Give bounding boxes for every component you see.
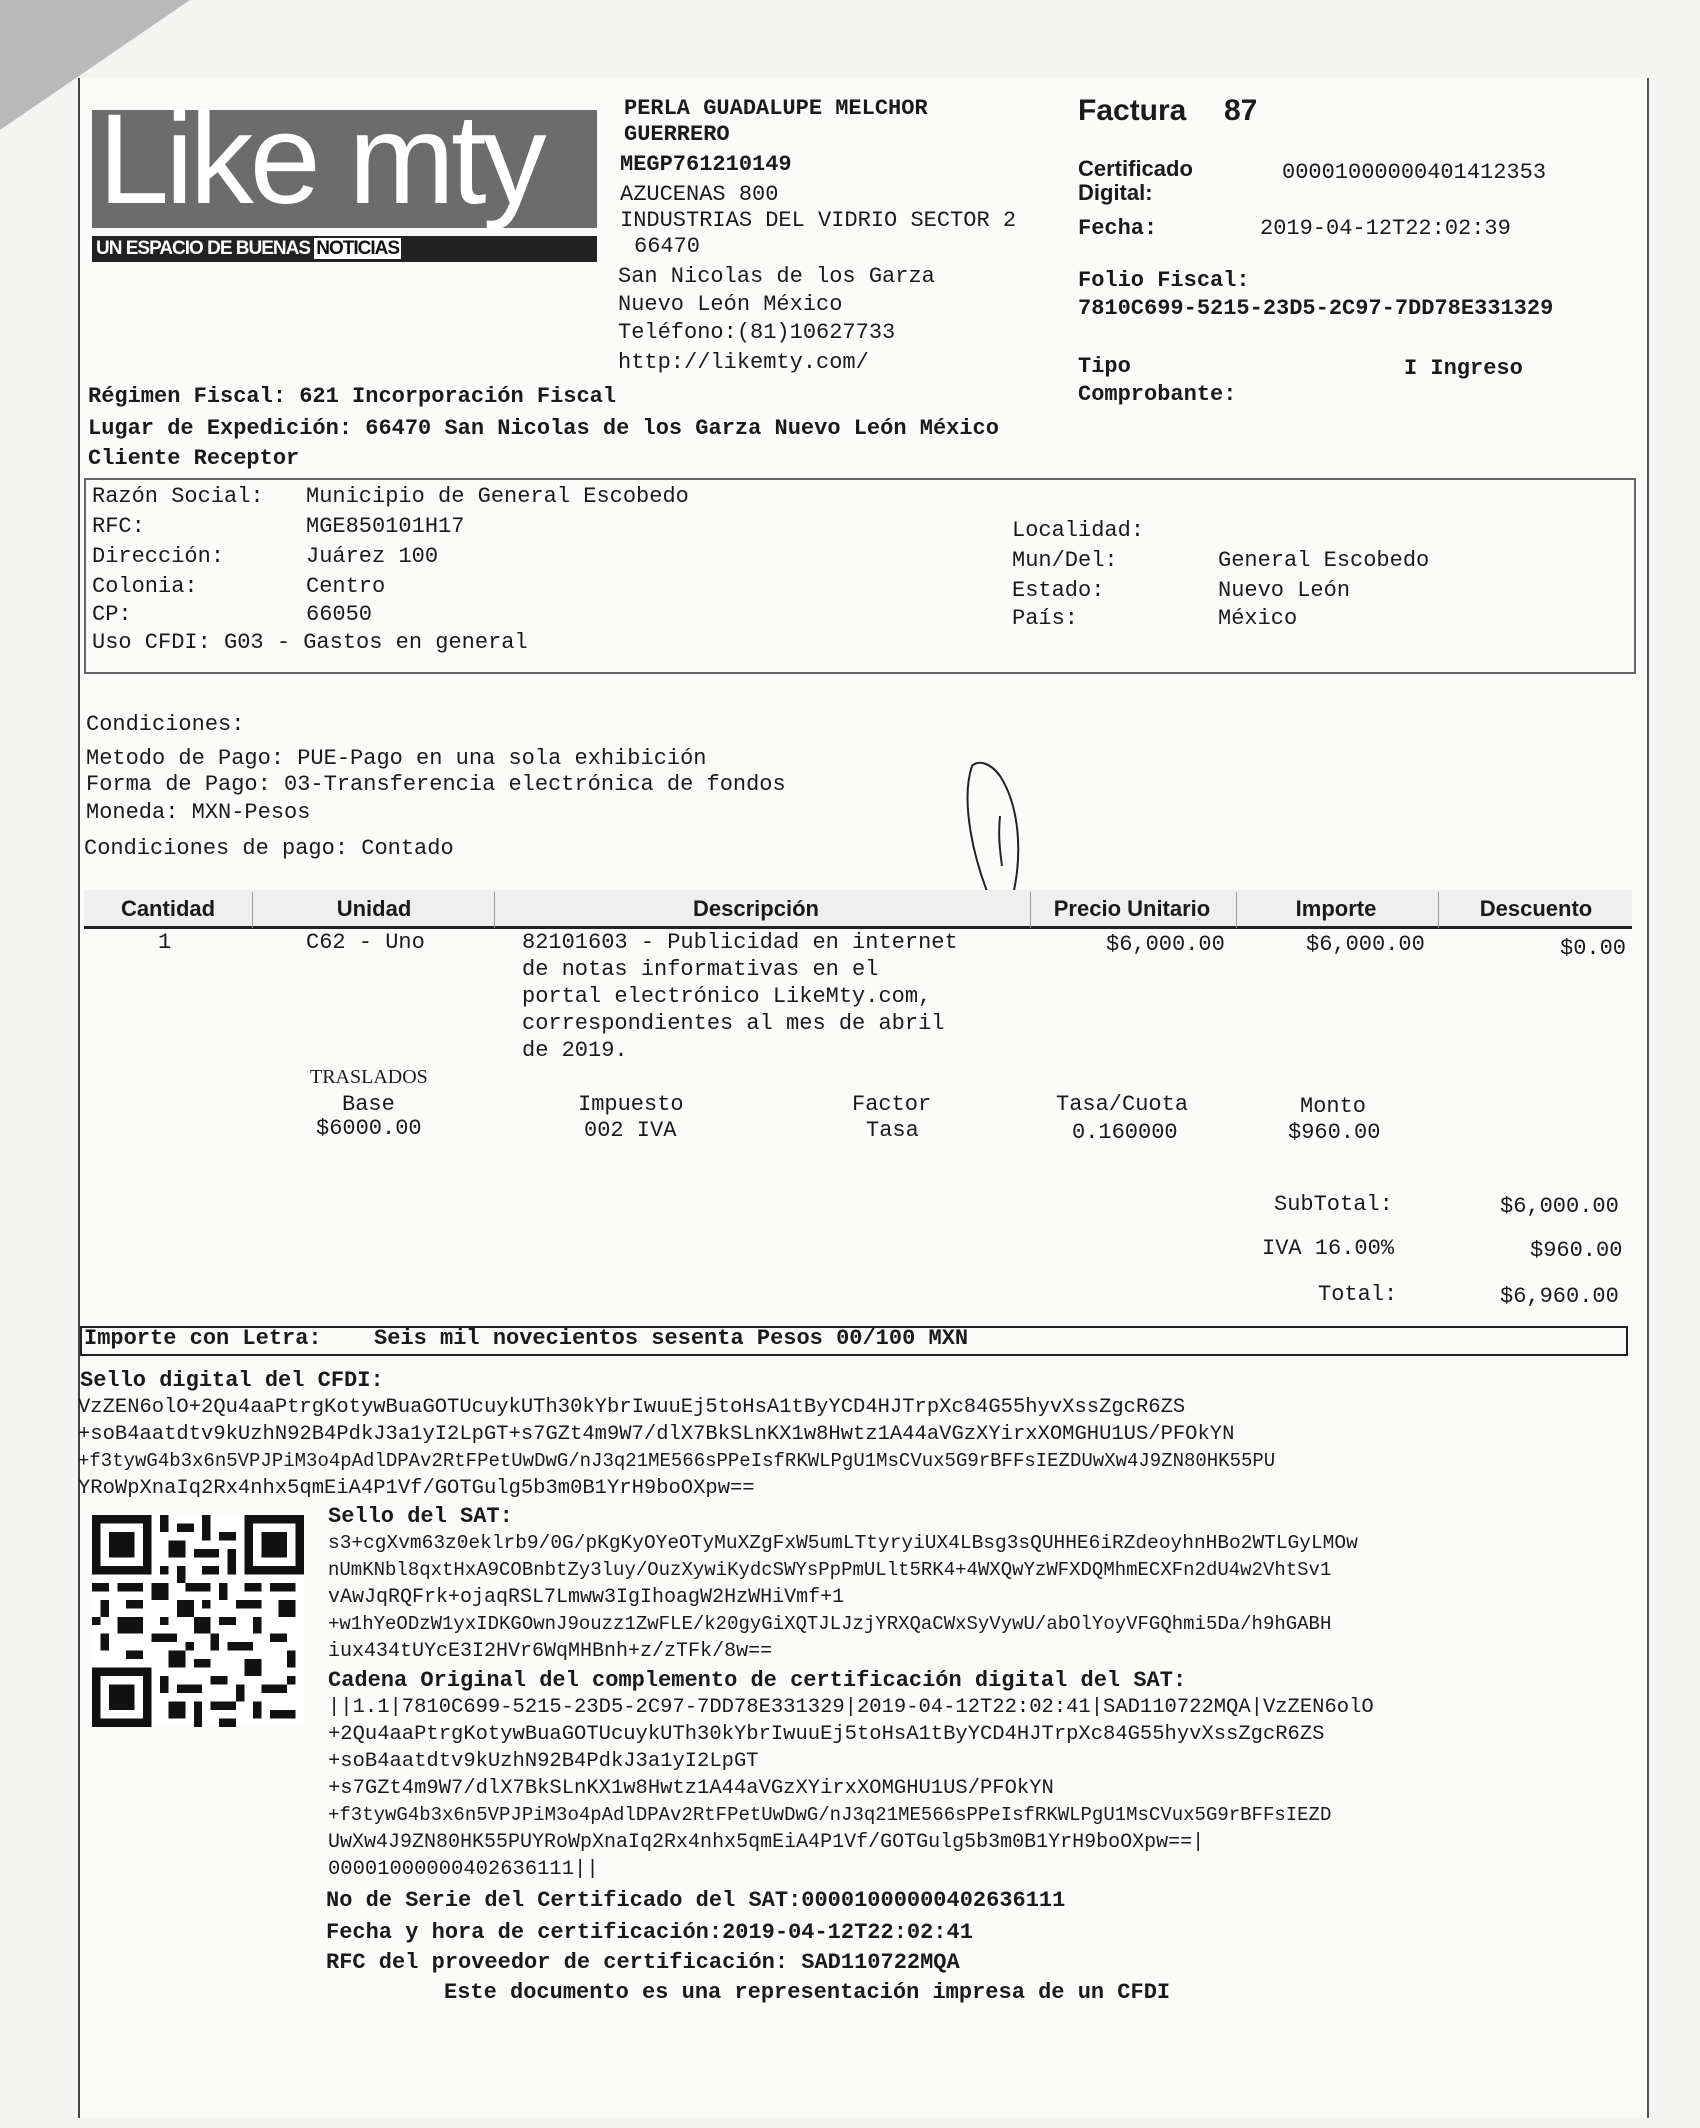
traslados-h-impuesto: Impuesto — [578, 1092, 684, 1117]
conditions-heading: Condiciones: — [86, 712, 245, 737]
th-sep — [494, 892, 495, 928]
importe-letra-label: Importe con Letra: — [84, 1326, 322, 1351]
client-right-label-1: Mun/Del: — [1012, 548, 1118, 573]
item-desc-2: portal electrónico LikeMty.com, — [522, 984, 932, 1009]
tipo-value: I Ingreso — [1404, 356, 1523, 381]
logo-box — [92, 88, 597, 231]
traslados-v-tasa: 0.160000 — [1072, 1120, 1178, 1145]
cert-label-2: Digital: — [1078, 180, 1153, 205]
issuer-zip: 66470 — [634, 234, 701, 259]
cadena-line: +f3tywG4b3x6n5VPJPiM3o4pAdlDPAv2RtFPetUwDwG/nJ3q21ME566sPPeIsfRKWLPgU1MsCVux5G9rBFFsIEZD — [328, 1804, 1332, 1826]
th-precio: Precio Unitario — [1053, 896, 1211, 921]
lugar-expedicion: Lugar de Expedición: 66470 San Nicolas de los Garza Nuevo León México — [88, 416, 999, 441]
item-descuento: $0.00 — [1560, 936, 1627, 961]
client-value-4: 66050 — [306, 602, 373, 627]
issuer-website: http://likemty.com/ — [618, 350, 869, 375]
traslados-v-factor: Tasa — [866, 1118, 919, 1143]
sello-cfdi-line: +f3tywG4b3x6n5VPJPiM3o4pAdlDPAv2RtFPetUwDwG/nJ3q21ME566sPPeIsfRKWLPgU1MsCVux5G9rBFFsIEZDUwXw4J9ZN80HK55PU — [78, 1450, 1276, 1472]
sello-sat-line: s3+cgXvm63z0eklrb9/0G/pKgKyOYeOTyMuXZgFxW5umLTtyryiUX4LBsg3sQUHHE6iRZdeoyhnHBo2WTLGyLMOw — [328, 1532, 1358, 1554]
iva-value: $960.00 — [1530, 1238, 1623, 1263]
sello-sat-heading: Sello del SAT: — [328, 1504, 513, 1529]
item-cantidad: 1 — [158, 930, 172, 955]
traslados-h-tasa: Tasa/Cuota — [1056, 1092, 1189, 1117]
client-right-label-2: Estado: — [1012, 578, 1105, 603]
cert-value: 00001000000401412353 — [1282, 160, 1547, 185]
folio-label: Folio Fiscal: — [1078, 268, 1250, 293]
cadena-line: ||1.1|7810C699-5215-23D5-2C97-7DD78E331329|2019-04-12T22:02:41|SAD110722MQA|VzZEN6olO — [328, 1696, 1374, 1719]
client-value-0: Municipio de General Escobedo — [306, 484, 689, 509]
th-descuento: Descuento — [1479, 896, 1593, 921]
uso-cfdi: Uso CFDI: G03 - Gastos en general — [92, 630, 528, 655]
invoice-number: 87 — [1224, 94, 1258, 127]
forma-pago: Forma de Pago: 03-Transferencia electrónica de fondos — [86, 772, 786, 797]
item-desc-4: de 2019. — [522, 1038, 628, 1063]
fecha-value: 2019-04-12T22:02:39 — [1260, 216, 1511, 241]
item-precio: $6,000.00 — [1106, 932, 1225, 957]
qr-code-icon — [92, 1515, 304, 1727]
invoice-title: Factura — [1078, 94, 1187, 127]
condiciones-pago: Condiciones de pago: Contado — [84, 836, 454, 861]
sello-cfdi-heading: Sello digital del CFDI: — [80, 1368, 384, 1393]
item-desc-0: 82101603 - Publicidad en internet — [522, 930, 958, 955]
item-desc-3: correspondientes al mes de abril — [522, 1011, 945, 1036]
client-label-1: RFC: — [92, 514, 145, 539]
traslados-heading: TRASLADOS — [310, 1066, 428, 1088]
th-unidad: Unidad — [336, 896, 412, 921]
th-sep — [1438, 892, 1439, 928]
traslados-h-factor: Factor — [852, 1092, 932, 1117]
th-cantidad: Cantidad — [120, 896, 216, 921]
logo-tagline — [92, 236, 597, 262]
fecha-label: Fecha: — [1078, 216, 1158, 241]
issuer-phone: Teléfono:(81)10627733 — [618, 320, 896, 345]
item-unidad: C62 - Uno — [306, 930, 425, 955]
moneda: Moneda: MXN-Pesos — [86, 800, 311, 825]
cadena-line: +soB4aatdtv9kUzhN92B4PdkJ3a1yI2LpGT — [328, 1750, 759, 1773]
traslados-h-base: Base — [342, 1092, 395, 1117]
tipo-label-1: Tipo — [1078, 354, 1131, 379]
client-right-value-3: México — [1218, 606, 1298, 631]
sello-cfdi-line: VzZEN6olO+2Qu4aaPtrgKotywBuaGOTUcuykUTh30kYbrIwuuEj5toHsA1tByYCD4HJTrpXc84G55hyvXssZgcR6ZS — [78, 1396, 1186, 1419]
traslados-h-monto: Monto — [1300, 1094, 1367, 1119]
client-value-2: Juárez 100 — [306, 544, 439, 569]
logo-text: Like mty — [98, 88, 543, 231]
issuer-street: AZUCENAS 800 — [620, 182, 779, 207]
client-label-4: CP: — [92, 602, 132, 627]
client-right-label-0: Localidad: — [1012, 518, 1145, 543]
th-sep — [1236, 892, 1237, 928]
client-right-value-2: Nuevo León — [1218, 578, 1351, 603]
client-label-0: Razón Social: — [92, 484, 264, 509]
tipo-label-2: Comprobante: — [1078, 382, 1237, 407]
traslados-v-monto: $960.00 — [1288, 1120, 1381, 1145]
subtotal-value: $6,000.00 — [1500, 1194, 1619, 1219]
metodo-pago: Metodo de Pago: PUE-Pago en una sola exhibición — [86, 746, 707, 771]
cadena-line: +s7GZt4m9W7/dlX7BkSLnKX1w8Hwtz1A44aVGzXYirxXOMGHU1US/PFOkYN — [328, 1777, 1054, 1800]
issuer-colony: INDUSTRIAS DEL VIDRIO SECTOR 2 — [620, 208, 1017, 233]
th-sep — [252, 892, 253, 928]
issuer-rfc: MEGP761210149 — [620, 152, 792, 177]
regimen-fiscal: Régimen Fiscal: 621 Incorporación Fiscal — [88, 384, 617, 409]
item-importe: $6,000.00 — [1306, 932, 1425, 957]
likemty-logo — [92, 88, 597, 262]
th-descripcion: Descripción — [693, 896, 819, 921]
sello-sat-line: iux434tUYcE3I2HVr6WqMHBnh+z/zTFk/8w== — [328, 1640, 773, 1663]
leyenda-cfdi: Este documento es una representación impresa de un CFDI — [444, 1980, 1171, 2005]
total-value: $6,960.00 — [1500, 1284, 1619, 1309]
traslados-v-impuesto: 002 IVA — [584, 1118, 677, 1143]
item-desc-1: de notas informativas en el — [522, 957, 879, 982]
sello-sat-line: nUmKNbl8qxtHxA9COBnbtZy3luy/OuzXywiKydcSWYsPpPmULlt5RK4+4WXQwYzWFXDQMhmECXFn2dU4w2VhtSv1 — [328, 1559, 1332, 1581]
client-label-2: Dirección: — [92, 544, 225, 569]
cadena-heading: Cadena Original del complemento de certificación digital del SAT: — [328, 1668, 1187, 1693]
rfc-proveedor: RFC del proveedor de certificación: SAD110722MQA — [326, 1950, 960, 1975]
client-value-3: Centro — [306, 574, 386, 599]
sello-cfdi-line: YRoWpXnaIq2Rx4nhx5qmEiA4P1Vf/GOTGulg5b3m0B1YrH9boOXpw== — [78, 1477, 755, 1500]
issuer-name-2: GUERRERO — [624, 122, 730, 147]
total-label: Total: — [1318, 1282, 1398, 1307]
cadena-line: 00001000000402636111|| — [328, 1858, 599, 1881]
folio-value: 7810C699-5215-23D5-2C97-7DD78E331329 — [1078, 296, 1554, 321]
traslados-v-base: $6000.00 — [316, 1116, 422, 1141]
logo-tagline-b: NOTICIAS — [316, 238, 400, 259]
serie-certificado: No de Serie del Certificado del SAT:00001000000402636111 — [326, 1888, 1066, 1913]
client-value-1: MGE850101H17 — [306, 514, 465, 539]
cadena-line: +2Qu4aaPtrgKotywBuaGOTUcuykUTh30kYbrIwuuEj5toHsA1tByYCD4HJTrpXc84G55hyvXssZgcR6ZS — [328, 1723, 1325, 1746]
client-label-3: Colonia: — [92, 574, 198, 599]
subtotal-label: SubTotal: — [1274, 1192, 1393, 1217]
client-right-label-3: País: — [1012, 606, 1079, 631]
cert-label-1: Certificado — [1078, 156, 1193, 181]
logo-tagline-a: UN ESPACIO DE BUENAS — [96, 238, 315, 259]
sello-cfdi-line: +soB4aatdtv9kUzhN92B4PdkJ3a1yI2LpGT+s7GZt4m9W7/dlX7BkSLnKX1w8Hwtz1A44aVGzXYirxXOMGHU1US/PFOkYN — [78, 1423, 1235, 1446]
cadena-line: UwXw4J9ZN80HK55PUYRoWpXnaIq2Rx4nhx5qmEiA4P1Vf/GOTGulg5b3m0B1YrH9boOXpw==| — [328, 1831, 1205, 1854]
sello-sat-line: vAwJqRQFrk+ojaqRSL7Lmww3IgIhoagW2HzWHiVmf+1 — [328, 1586, 845, 1609]
th-sep — [1030, 892, 1031, 928]
table-header-rule — [84, 926, 1632, 929]
iva-label: IVA 16.00% — [1262, 1236, 1395, 1261]
issuer-name-1: PERLA GUADALUPE MELCHOR — [624, 96, 928, 121]
th-importe: Importe — [1295, 896, 1377, 921]
client-right-value-1: General Escobedo — [1218, 548, 1430, 573]
issuer-state: Nuevo León México — [618, 292, 843, 317]
issuer-city: San Nicolas de los Garza — [618, 264, 935, 289]
cliente-heading: Cliente Receptor — [88, 446, 300, 471]
sello-sat-line: +w1hYeODzW1yxIDKGOwnJ9ouzz1ZwFLE/k20gyGiXQTJLJzjYRXQaCWxSyVywU/abOlYoyVFGQhmi5Da/h9hGABH — [328, 1613, 1332, 1635]
fecha-certificacion: Fecha y hora de certificación:2019-04-12T22:02:41 — [326, 1920, 973, 1945]
importe-letra-value: Seis mil novecientos sesenta Pesos 00/100 MXN — [374, 1326, 969, 1351]
